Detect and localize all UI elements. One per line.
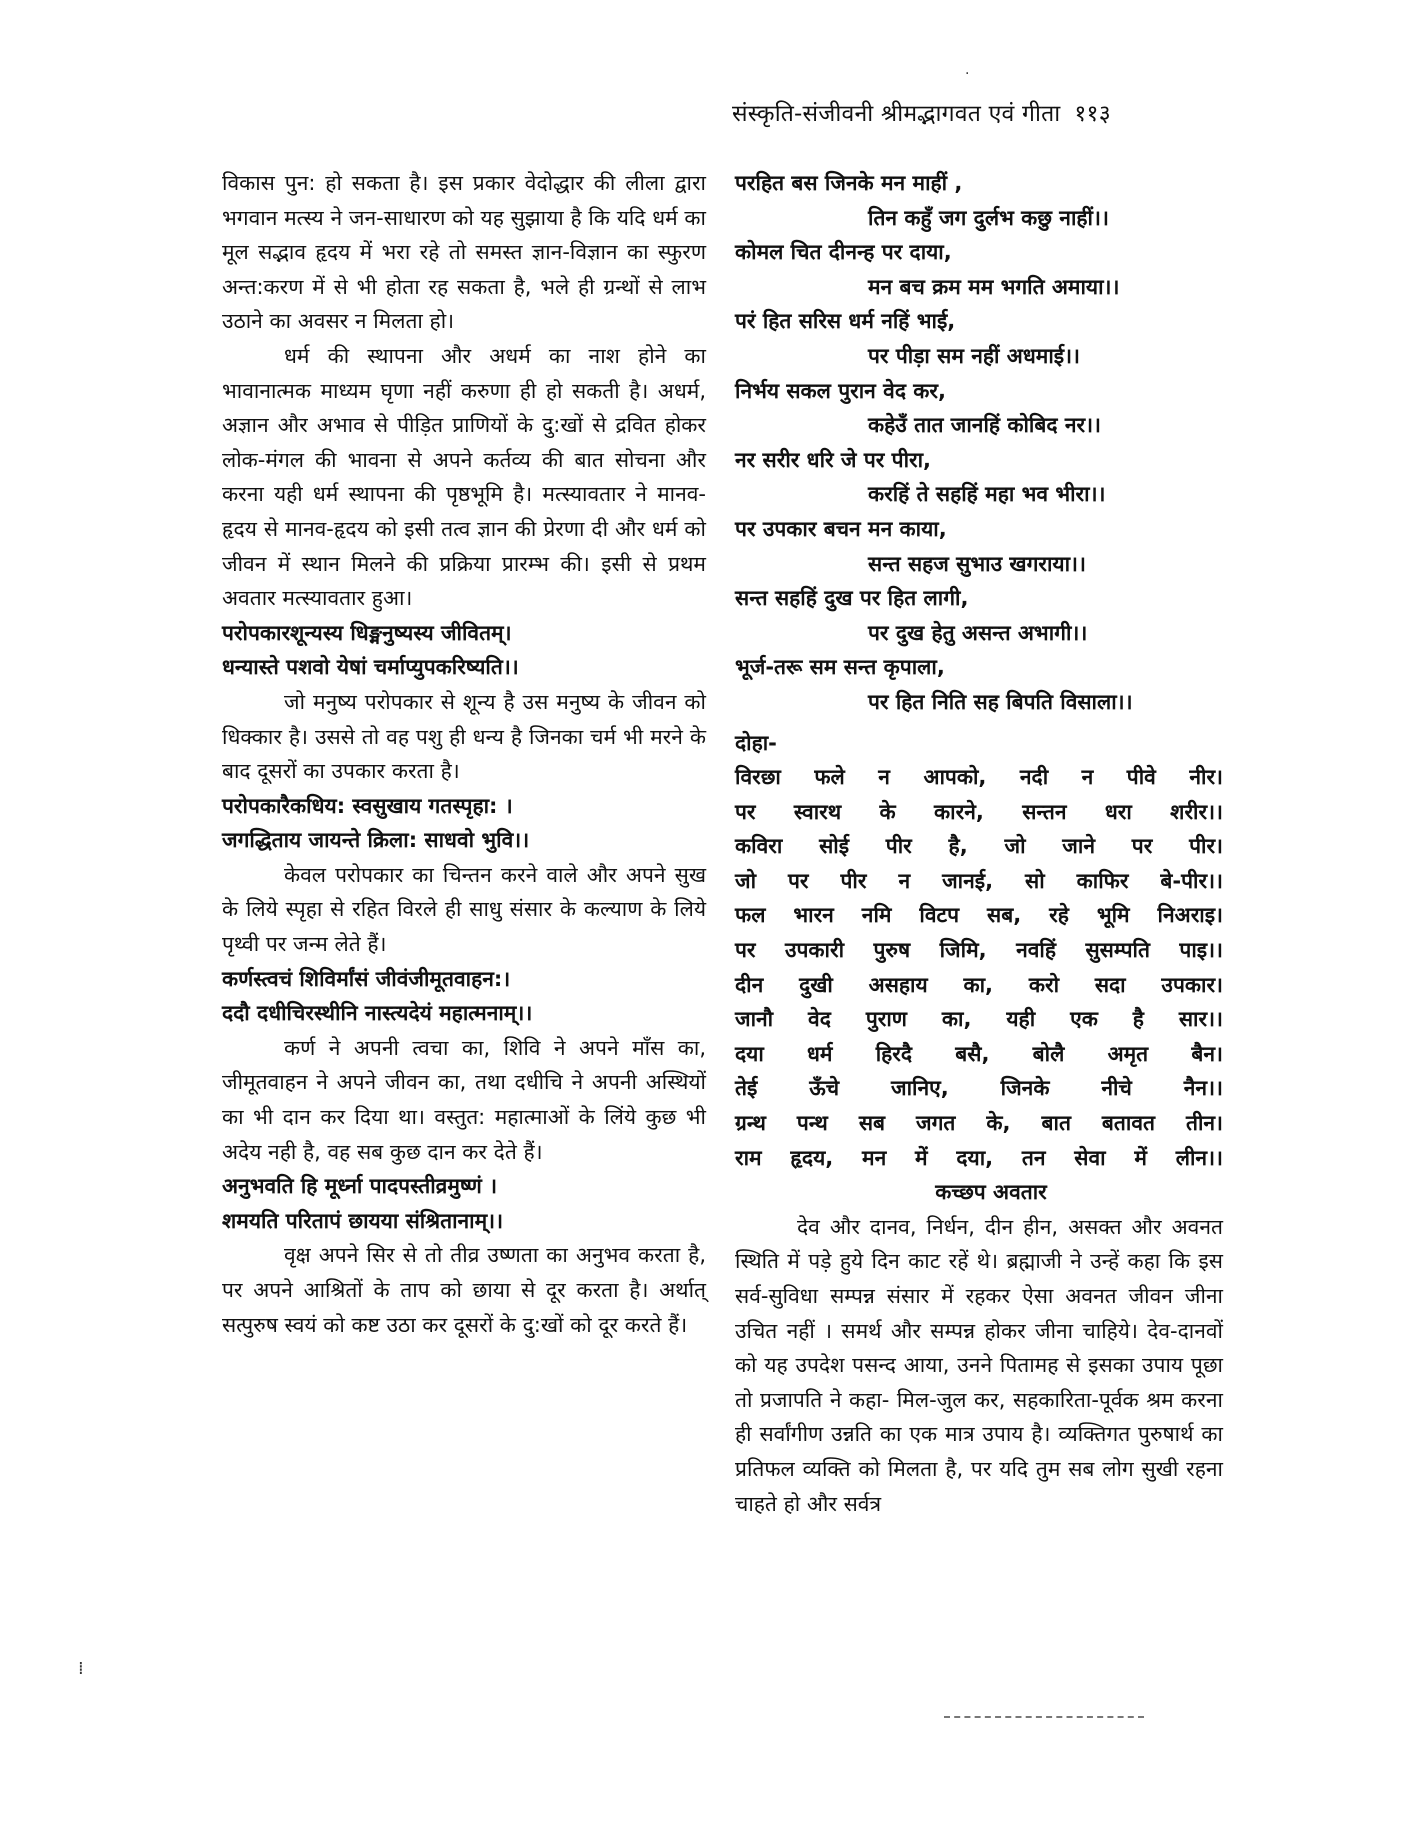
running-header: [732, 96, 1212, 128]
footer-dashed-line: [944, 1716, 1144, 1720]
page-number: ११३: [1074, 101, 1111, 127]
chaupai-line: निर्भय सकल पुरान वेद कर,: [735, 378, 946, 403]
doha-block: [735, 760, 1223, 1175]
chaupai-line: मन बच क्रम मम भगति अमाया।।: [868, 274, 1120, 299]
shloka-line: जगद्धिताय जायन्ते क्रिला: साधवो भुवि।।: [222, 828, 530, 853]
paragraph: धर्म की स्थापना और अधर्म का नाश होने का भावानात्मक माध्यम घृणा नहीं करुणा ही हो सकती है। अधर्म, अज्ञान और अभाव से पीड़ित प्राणियों के दु:खों से द्रवित होकर लोक-मंगल की भावना से अपने कर्तव्य की बात सोचना और करना यही धर्म स्थापना की पृष्ठभूमि है। मत्स्यावतार ने मानव-हृदय से मानव-हृदय को इसी तत्व ज्ञान की प्रेरणा दी और धर्म को जीवन में स्थान मिलने की प्रक्रिया प्रारम्भ की। इसी से प्रथम अवतार मत्स्यावतार हुआ।: [222, 343, 706, 611]
paragraph: कर्ण ने अपनी त्वचा का, शिवि ने अपने माँस का, जीमूतवाहन ने अपने जीवन का, तथा दधीचि ने अपनी अस्थियों का भी दान कर दिया था। वस्तुत: महात्माओं के लिंये कुछ भी अदेय नही है, वह सब कुछ दान कर देते हैं।: [222, 1035, 706, 1164]
shloka-line: ददौ दधीचिरस्थीनि नास्त्यदेयं महात्मनाम्।।: [222, 1001, 533, 1026]
chaupai-line: करहिं ते सहहिं महा भव भीरा।।: [868, 482, 1106, 507]
chaupai-line: परं हित सरिस धर्म नहिं भाई,: [735, 309, 956, 334]
chaupai-line: कहेउँ तात जानहिं कोबिद नर।।: [868, 413, 1101, 438]
chaupai-line: पर उपकार बचन मन काया,: [735, 516, 947, 541]
doha-line: पर स्वारथ के कारने, सन्तन धरा शरीर।।: [735, 799, 1223, 824]
shloka-line: परोपकारशून्यस्य धिङ्मनुष्यस्य जीवितम्।: [222, 620, 512, 645]
shloka-line: परोपकारैकधिय: स्वसुखाय गतस्पृहा: ।: [222, 793, 513, 818]
doha-line: कविरा सोई पीर है, जो जाने पर पीर।: [735, 834, 1223, 859]
section-title: कच्छप अवतार: [935, 1180, 1047, 1205]
shloka-line: कर्णस्त्वचं शिविर्मांसं जीवंजीमूतवाहन:।: [222, 966, 511, 991]
paragraph: देव और दानव, निर्धन, दीन हीन, असक्त और अवनत स्थिति में पड़े हुये दिन काट रहें थे। ब्रह्माजी ने उन्हें कहा कि इस सर्व-सुविधा सम्पन्न संसार में रहकर ऐसा अवनत जीवन जीना उचित नहीं । समर्थ और सम्पन्न होकर जीना चाहिये। देव-दानवों को यह उपदेश पसन्द आया, उनने पितामह से इसका उपाय पूछा तो प्रजापति ने कहा- मिल-जुल कर, सहकारिता-पूर्वक श्रम करना ही सर्वांगीण उन्नति का एक मात्र उपाय है। व्यक्तिगत पुरुषार्थ का प्रतिफल व्यक्ति को मिलता है, पर यदि तुम सब लोग सुखी रहना चाहते हो और सर्वत्र: [735, 1214, 1223, 1516]
doha-label: दोहा-: [735, 730, 777, 755]
doha-line: जानौ वेद पुराण का, यही एक है सार।।: [735, 1007, 1223, 1032]
paragraph: केवल परोपकार का चिन्तन करने वाले और अपने सुख के लिये स्पृहा से रहित विरले ही साधु संसार के कल्याण के लिये पृथ्वी पर जन्म लेते हैं।: [222, 862, 706, 957]
paragraph: वृक्ष अपने सिर से तो तीव्र उष्णता का अनुभव करता है, पर अपने आश्रितों के ताप को छाया से दूर करता है। अर्थात् सत्पुरुष स्वयं को कष्ट उठा कर दूसरों के दु:खों को दूर करते हैं।: [222, 1243, 706, 1337]
left-column: [222, 166, 706, 1342]
doha-line: तेई ऊँचे जानिए, जिनके नीचे नैन।।: [735, 1076, 1223, 1101]
scan-speck: ·: [965, 66, 970, 82]
margin-mark: ⁞: [78, 1658, 84, 1679]
chaupai-line: कोमल चित दीनन्ह पर दाया,: [735, 240, 952, 265]
chaupai-line: नर सरीर धरि जे पर पीरा,: [735, 447, 932, 472]
doha-line: विरछा फले न आपको, नदी न पीवे नीर।: [735, 765, 1223, 790]
header-title: संस्कृति-संजीवनी श्रीमद्भागवत एवं गीता: [732, 101, 1061, 127]
doha-line: फल भारन नमि विटप सब, रहे भूमि निअराइ।: [735, 903, 1223, 928]
chaupai-line: भूर्ज-तरू सम सन्त कृपाला,: [735, 655, 945, 680]
chaupai-line: पर दुख हेतु असन्त अभागी।।: [868, 620, 1088, 645]
paragraph: जो मनुष्य परोपकार से शून्य है उस मनुष्य के जीवन को धिक्कार है। उससे तो वह पशु ही धन्य है जिनका चर्म भी मरने के बाद दूसरों का उपकार करता है।: [222, 689, 706, 784]
chaupai-line: पर हित निति सह बिपति विसाला।।: [868, 689, 1133, 714]
shloka-line: धन्यास्ते पशवो येषां चर्माप्युपकरिष्यति।।: [222, 655, 519, 680]
doha-line: जो पर पीर न जानई, सो काफिर बे-पीर।।: [735, 868, 1223, 893]
paragraph: विकास पुन: हो सकता है। इस प्रकार वेदोद्धार की लीला द्वारा भगवान मत्स्य ने जन-साधारण को यह सुझाया है कि यदि धर्म का मूल सद्भाव हृदय में भरा रहे तो समस्त ज्ञान-विज्ञान का स्फुरण अन्त:करण में से भी होता रह सकता है, भले ही ग्रन्थों से लाभ उठाने का अवसर न मिलता हो।: [222, 171, 706, 334]
doha-line: पर उपकारी पुरुष जिमि, नवहिं सुसम्पति पाइ।।: [735, 938, 1223, 963]
doha-line: दीन दुखी असहाय का, करो सदा उपकार।: [735, 972, 1223, 997]
doha-line: दया धर्म हिरदै बसै, बोलै अमृत बैन।: [735, 1041, 1223, 1066]
chaupai-line: पर पीड़ा सम नहीं अधमाई।।: [868, 343, 1080, 368]
chaupai-line: सन्त सहज सुभाउ खगराया।।: [868, 551, 1086, 576]
chaupai-line: परहित बस जिनके मन माहीं ,: [735, 171, 963, 195]
doha-line: राम हृदय, मन में दया, तन सेवा में लीन।।: [735, 1145, 1223, 1170]
right-column: [735, 166, 1223, 1521]
chaupai-line: तिन कहुँ जग दुर्लभ कछु नाहीं।।: [868, 205, 1109, 230]
shloka-line: शमयति परितापं छायया संश्रितानाम्।।: [222, 1208, 504, 1233]
chaupai-block: [735, 166, 1223, 720]
chaupai-line: सन्त सहहिं दुख पर हित लागी,: [735, 586, 969, 611]
shloka-line: अनुभवति हि मूर्ध्ना पादपस्तीव्रमुष्णं ।: [222, 1174, 498, 1199]
doha-line: ग्रन्थ पन्थ सब जगत के, बात बतावत तीन।: [735, 1111, 1223, 1136]
